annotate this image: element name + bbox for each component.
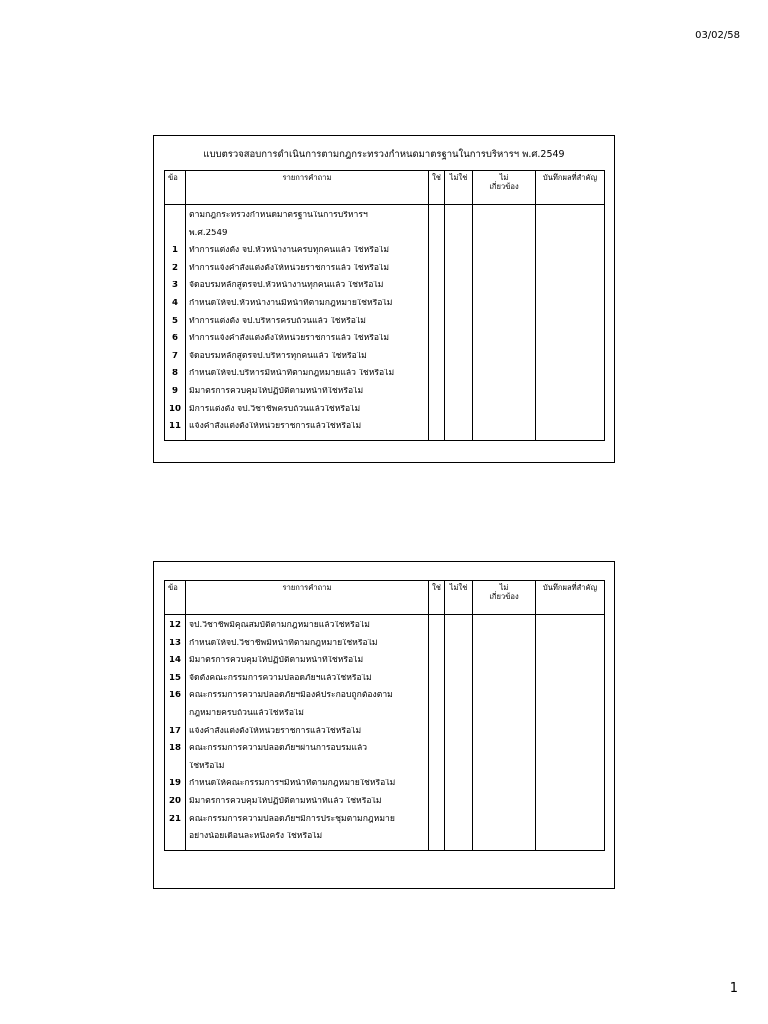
cell-yes[interactable]	[429, 656, 445, 674]
cell-no[interactable]	[445, 229, 473, 247]
cell-no[interactable]	[445, 334, 473, 352]
header-not-applicable	[473, 581, 536, 615]
slide-title: แบบตรวจสอบการดำเนินการตามกฎกระทรวงกำหนดมาตรฐานในการบริหารฯ พ.ศ.2549	[203, 149, 565, 160]
table-row	[165, 674, 605, 692]
table-row	[165, 281, 605, 299]
cell-no[interactable]	[445, 317, 473, 335]
cell-yes[interactable]	[429, 352, 445, 370]
cell-na[interactable]	[473, 317, 536, 335]
table-row	[165, 317, 605, 335]
cell-no[interactable]	[445, 264, 473, 282]
cell-no[interactable]	[445, 352, 473, 370]
cell-na[interactable]	[473, 281, 536, 299]
cell-no[interactable]	[445, 779, 473, 797]
cell-na[interactable]	[473, 815, 536, 833]
cell-note[interactable]	[536, 352, 605, 370]
row-question: มีมาตรการควบคุมให้ปฏิบัติตามหน้าที่ใช่หรือไม่	[186, 656, 429, 674]
header-yes: ใช่	[429, 581, 445, 615]
cell-yes[interactable]	[429, 405, 445, 423]
cell-note[interactable]	[536, 691, 605, 709]
cell-yes[interactable]	[429, 264, 445, 282]
cell-na[interactable]	[473, 621, 536, 639]
row-number: 16	[165, 691, 186, 709]
table-body-1	[165, 205, 605, 441]
cell-na[interactable]	[473, 369, 536, 387]
header-item: รายการคำถาม	[186, 171, 429, 205]
cell-note[interactable]	[536, 211, 605, 229]
cell-note[interactable]	[536, 621, 605, 639]
table-row	[165, 264, 605, 282]
cell-note[interactable]	[536, 264, 605, 282]
table-row	[165, 797, 605, 815]
header-no: ข้อ	[165, 171, 186, 205]
row-question: ทำการแจ้งคำสั่งแต่งตั้งให้หน่วยราชการแล้ว ใช่หรือไม่	[186, 264, 429, 282]
table-row	[165, 691, 605, 709]
row-question: มีมาตรการควบคุมให้ปฏิบัติตามหน้าที่แล้ว ใช่หรือไม่	[186, 797, 429, 815]
cell-yes[interactable]	[429, 229, 445, 247]
row-number: 3	[165, 281, 186, 299]
row-question: กำหนดให้จป.หัวหน้างานมีหน้าที่ตามกฎหมายใช่หรือไม่	[186, 299, 429, 317]
header-na-line2: เกี่ยวข้อง	[489, 181, 519, 191]
row-number: 14	[165, 656, 186, 674]
row-number: 9	[165, 387, 186, 405]
row-question: แจ้งคำสั่งแต่งตั้งให้หน่วยราชการแล้วใช่หรือไม่	[186, 422, 429, 440]
table-row-continued	[165, 709, 605, 727]
header-na-line1: ไม่	[499, 583, 509, 592]
cell-note[interactable]	[536, 387, 605, 405]
cell-na[interactable]	[473, 387, 536, 405]
row-question: กำหนดให้คณะกรรมการฯมีหน้าที่ตามกฎหมายใช่หรือไม่	[186, 779, 429, 797]
table-row	[165, 656, 605, 674]
intro-row	[165, 211, 605, 229]
cell-no[interactable]	[445, 691, 473, 709]
page-date: 03/02/58	[695, 30, 740, 41]
table-row	[165, 246, 605, 264]
checklist-table-1	[164, 170, 605, 441]
row-number: 1	[165, 246, 186, 264]
header-not-applicable	[473, 171, 536, 205]
cell-na[interactable]	[473, 264, 536, 282]
header-na-line1: ไม่	[499, 173, 509, 182]
cell-na[interactable]	[473, 762, 536, 780]
cell-na[interactable]	[473, 691, 536, 709]
header-no-answer: ไม่ใช่	[445, 171, 473, 205]
row-number: 19	[165, 779, 186, 797]
row-number: 8	[165, 369, 186, 387]
cell-na[interactable]	[473, 744, 536, 762]
slide-1	[153, 135, 615, 463]
cell-na[interactable]	[473, 656, 536, 674]
cell-note[interactable]	[536, 246, 605, 264]
cell-no[interactable]	[445, 369, 473, 387]
table-header-row	[165, 581, 605, 615]
intro-line-1: ตามกฎกระทรวงกำหนดมาตรฐานในการบริหารฯ	[186, 211, 429, 229]
cell-note[interactable]	[536, 762, 605, 780]
cell-note[interactable]	[536, 229, 605, 247]
table-row-continued	[165, 832, 605, 850]
cell-yes[interactable]	[429, 797, 445, 815]
cell-note[interactable]	[536, 639, 605, 657]
cell-note[interactable]	[536, 656, 605, 674]
row-question-cont: อย่างน้อยเดือนละหนึ่งครั้ง ใช่หรือไม่	[186, 832, 429, 850]
row-question: คณะกรรมการความปลอดภัยฯมีองค์ประกอบถูกต้องตาม	[186, 691, 429, 709]
table-row	[165, 621, 605, 639]
cell-no[interactable]	[445, 639, 473, 657]
cell-note[interactable]	[536, 334, 605, 352]
cell-yes[interactable]	[429, 691, 445, 709]
table-row	[165, 352, 605, 370]
table-header-row	[165, 171, 605, 205]
row-number: 2	[165, 264, 186, 282]
cell-no[interactable]	[445, 656, 473, 674]
row-question: ทำการแจ้งคำสั่งแต่งตั้งให้หน่วยราชการแล้ว ใช่หรือไม่	[186, 334, 429, 352]
cell-na[interactable]	[473, 639, 536, 657]
cell-no[interactable]	[445, 281, 473, 299]
cell-yes[interactable]	[429, 674, 445, 692]
cell-no[interactable]	[445, 422, 473, 440]
table-row	[165, 369, 605, 387]
row-question: กำหนดให้จป.วิชาชีพมีหน้าที่ตามกฎหมายใช่หรือไม่	[186, 639, 429, 657]
table-row	[165, 387, 605, 405]
cell-note[interactable]	[536, 317, 605, 335]
row-number: 4	[165, 299, 186, 317]
header-no-answer: ไม่ใช่	[445, 581, 473, 615]
row-question: คณะกรรมการความปลอดภัยฯมีการประชุมตามกฎหมาย	[186, 815, 429, 833]
cell-note[interactable]	[536, 405, 605, 423]
cell-na[interactable]	[473, 246, 536, 264]
row-number: 12	[165, 621, 186, 639]
cell-note[interactable]	[536, 744, 605, 762]
header-yes: ใช่	[429, 171, 445, 205]
cell-na[interactable]	[473, 229, 536, 247]
cell-yes[interactable]	[429, 334, 445, 352]
cell-yes[interactable]	[429, 211, 445, 229]
row-number: 20	[165, 797, 186, 815]
row-question-cont: กฎหมายครบถ้วนแล้วใช่หรือไม่	[186, 709, 429, 727]
cell-na[interactable]	[473, 334, 536, 352]
table-row	[165, 299, 605, 317]
cell-yes[interactable]	[429, 832, 445, 850]
row-number: 13	[165, 639, 186, 657]
header-no: ข้อ	[165, 581, 186, 615]
cell-yes[interactable]	[429, 369, 445, 387]
cell-yes[interactable]	[429, 317, 445, 335]
row-question: ทำการแต่งตั้ง จป.บริหารครบถ้วนแล้ว ใช่หรือไม่	[186, 317, 429, 335]
row-question: จัดตั้งคณะกรรมการความปลอดภัยฯแล้วใช่หรือไม่	[186, 674, 429, 692]
row-number: 15	[165, 674, 186, 692]
cell-note[interactable]	[536, 779, 605, 797]
table-row	[165, 779, 605, 797]
slide-2	[153, 561, 615, 889]
cell-no[interactable]	[445, 405, 473, 423]
cell-yes[interactable]	[429, 387, 445, 405]
table-row	[165, 422, 605, 440]
cell-na[interactable]	[473, 797, 536, 815]
table-row-continued	[165, 762, 605, 780]
cell-no[interactable]	[445, 387, 473, 405]
cell-yes[interactable]	[429, 709, 445, 727]
table-row	[165, 334, 605, 352]
cell-note[interactable]	[536, 281, 605, 299]
row-number: 21	[165, 815, 186, 833]
header-na-line2: เกี่ยวข้อง	[489, 591, 519, 601]
row-question: มีมาตรการควบคุมให้ปฏิบัติตามหน้าที่ใช่หรือไม่	[186, 387, 429, 405]
row-question: จัดอบรมหลักสูตรจป.หัวหน้างานทุกคนแล้ว ใช่หรือไม่	[186, 281, 429, 299]
cell-na[interactable]	[473, 352, 536, 370]
row-question: คณะกรรมการความปลอดภัยฯผ่านการอบรมแล้ว	[186, 744, 429, 762]
cell-no[interactable]	[445, 299, 473, 317]
cell-na[interactable]	[473, 422, 536, 440]
cell-yes[interactable]	[429, 281, 445, 299]
table-row	[165, 727, 605, 745]
cell-yes[interactable]	[429, 779, 445, 797]
row-question: มีการแต่งตั้ง จป.วิชาชีพครบถ้วนแล้วใช่หรือไม่	[186, 405, 429, 423]
cell-no[interactable]	[445, 709, 473, 727]
cell-yes[interactable]	[429, 744, 445, 762]
cell-na[interactable]	[473, 299, 536, 317]
row-number: 10	[165, 405, 186, 423]
cell-no[interactable]	[445, 727, 473, 745]
table-row	[165, 815, 605, 833]
row-question: จัดอบรมหลักสูตรจป.บริหารทุกคนแล้ว ใช่หรือไม่	[186, 352, 429, 370]
cell-no[interactable]	[445, 621, 473, 639]
header-item: รายการคำถาม	[186, 581, 429, 615]
cell-note[interactable]	[536, 674, 605, 692]
page-number: 1	[729, 981, 738, 996]
row-number: 6	[165, 334, 186, 352]
row-number: 11	[165, 422, 186, 440]
cell-na[interactable]	[473, 674, 536, 692]
cell-na[interactable]	[473, 779, 536, 797]
cell-no[interactable]	[445, 211, 473, 229]
cell-note[interactable]	[536, 727, 605, 745]
cell-na[interactable]	[473, 211, 536, 229]
cell-yes[interactable]	[429, 727, 445, 745]
cell-yes[interactable]	[429, 815, 445, 833]
cell-note[interactable]	[536, 797, 605, 815]
row-number: 7	[165, 352, 186, 370]
cell-na[interactable]	[473, 709, 536, 727]
cell-no[interactable]	[445, 744, 473, 762]
cell-note[interactable]	[536, 299, 605, 317]
cell-no[interactable]	[445, 797, 473, 815]
cell-yes[interactable]	[429, 422, 445, 440]
intro-row	[165, 229, 605, 247]
row-number: 17	[165, 727, 186, 745]
cell-na[interactable]	[473, 727, 536, 745]
cell-no[interactable]	[445, 815, 473, 833]
table-row	[165, 744, 605, 762]
cell-no[interactable]	[445, 762, 473, 780]
row-question: ทำการแต่งตั้ง จป.หัวหน้างานครบทุกคนแล้ว ใช่หรือไม่	[186, 246, 429, 264]
cell-no[interactable]	[445, 246, 473, 264]
checklist-table-2	[164, 580, 605, 851]
cell-yes[interactable]	[429, 762, 445, 780]
cell-note[interactable]	[536, 369, 605, 387]
cell-no[interactable]	[445, 832, 473, 850]
row-number: 18	[165, 744, 186, 762]
intro-line-2: พ.ศ.2549	[186, 229, 429, 247]
cell-no[interactable]	[445, 674, 473, 692]
row-question: จป.วิชาชีพมีคุณสมบัติตามกฎหมายแล้วใช่หรือไม่	[186, 621, 429, 639]
table-body-2	[165, 615, 605, 851]
row-question: แจ้งคำสั่งแต่งตั้งให้หน่วยราชการแล้วใช่หรือไม่	[186, 727, 429, 745]
cell-na[interactable]	[473, 405, 536, 423]
cell-yes[interactable]	[429, 246, 445, 264]
header-note: บันทึกผลที่สำคัญ	[536, 581, 605, 615]
cell-yes[interactable]	[429, 639, 445, 657]
cell-note[interactable]	[536, 709, 605, 727]
row-question-cont: ใช่หรือไม่	[186, 762, 429, 780]
row-question: กำหนดให้จป.บริหารมีหน้าที่ตามกฎหมายแล้ว ใช่หรือไม่	[186, 369, 429, 387]
cell-na[interactable]	[473, 832, 536, 850]
cell-note[interactable]	[536, 422, 605, 440]
cell-note[interactable]	[536, 815, 605, 833]
table-row	[165, 405, 605, 423]
header-note: บันทึกผลที่สำคัญ	[536, 171, 605, 205]
cell-note[interactable]	[536, 832, 605, 850]
table-row	[165, 639, 605, 657]
cell-yes[interactable]	[429, 299, 445, 317]
cell-yes[interactable]	[429, 621, 445, 639]
row-number: 5	[165, 317, 186, 335]
